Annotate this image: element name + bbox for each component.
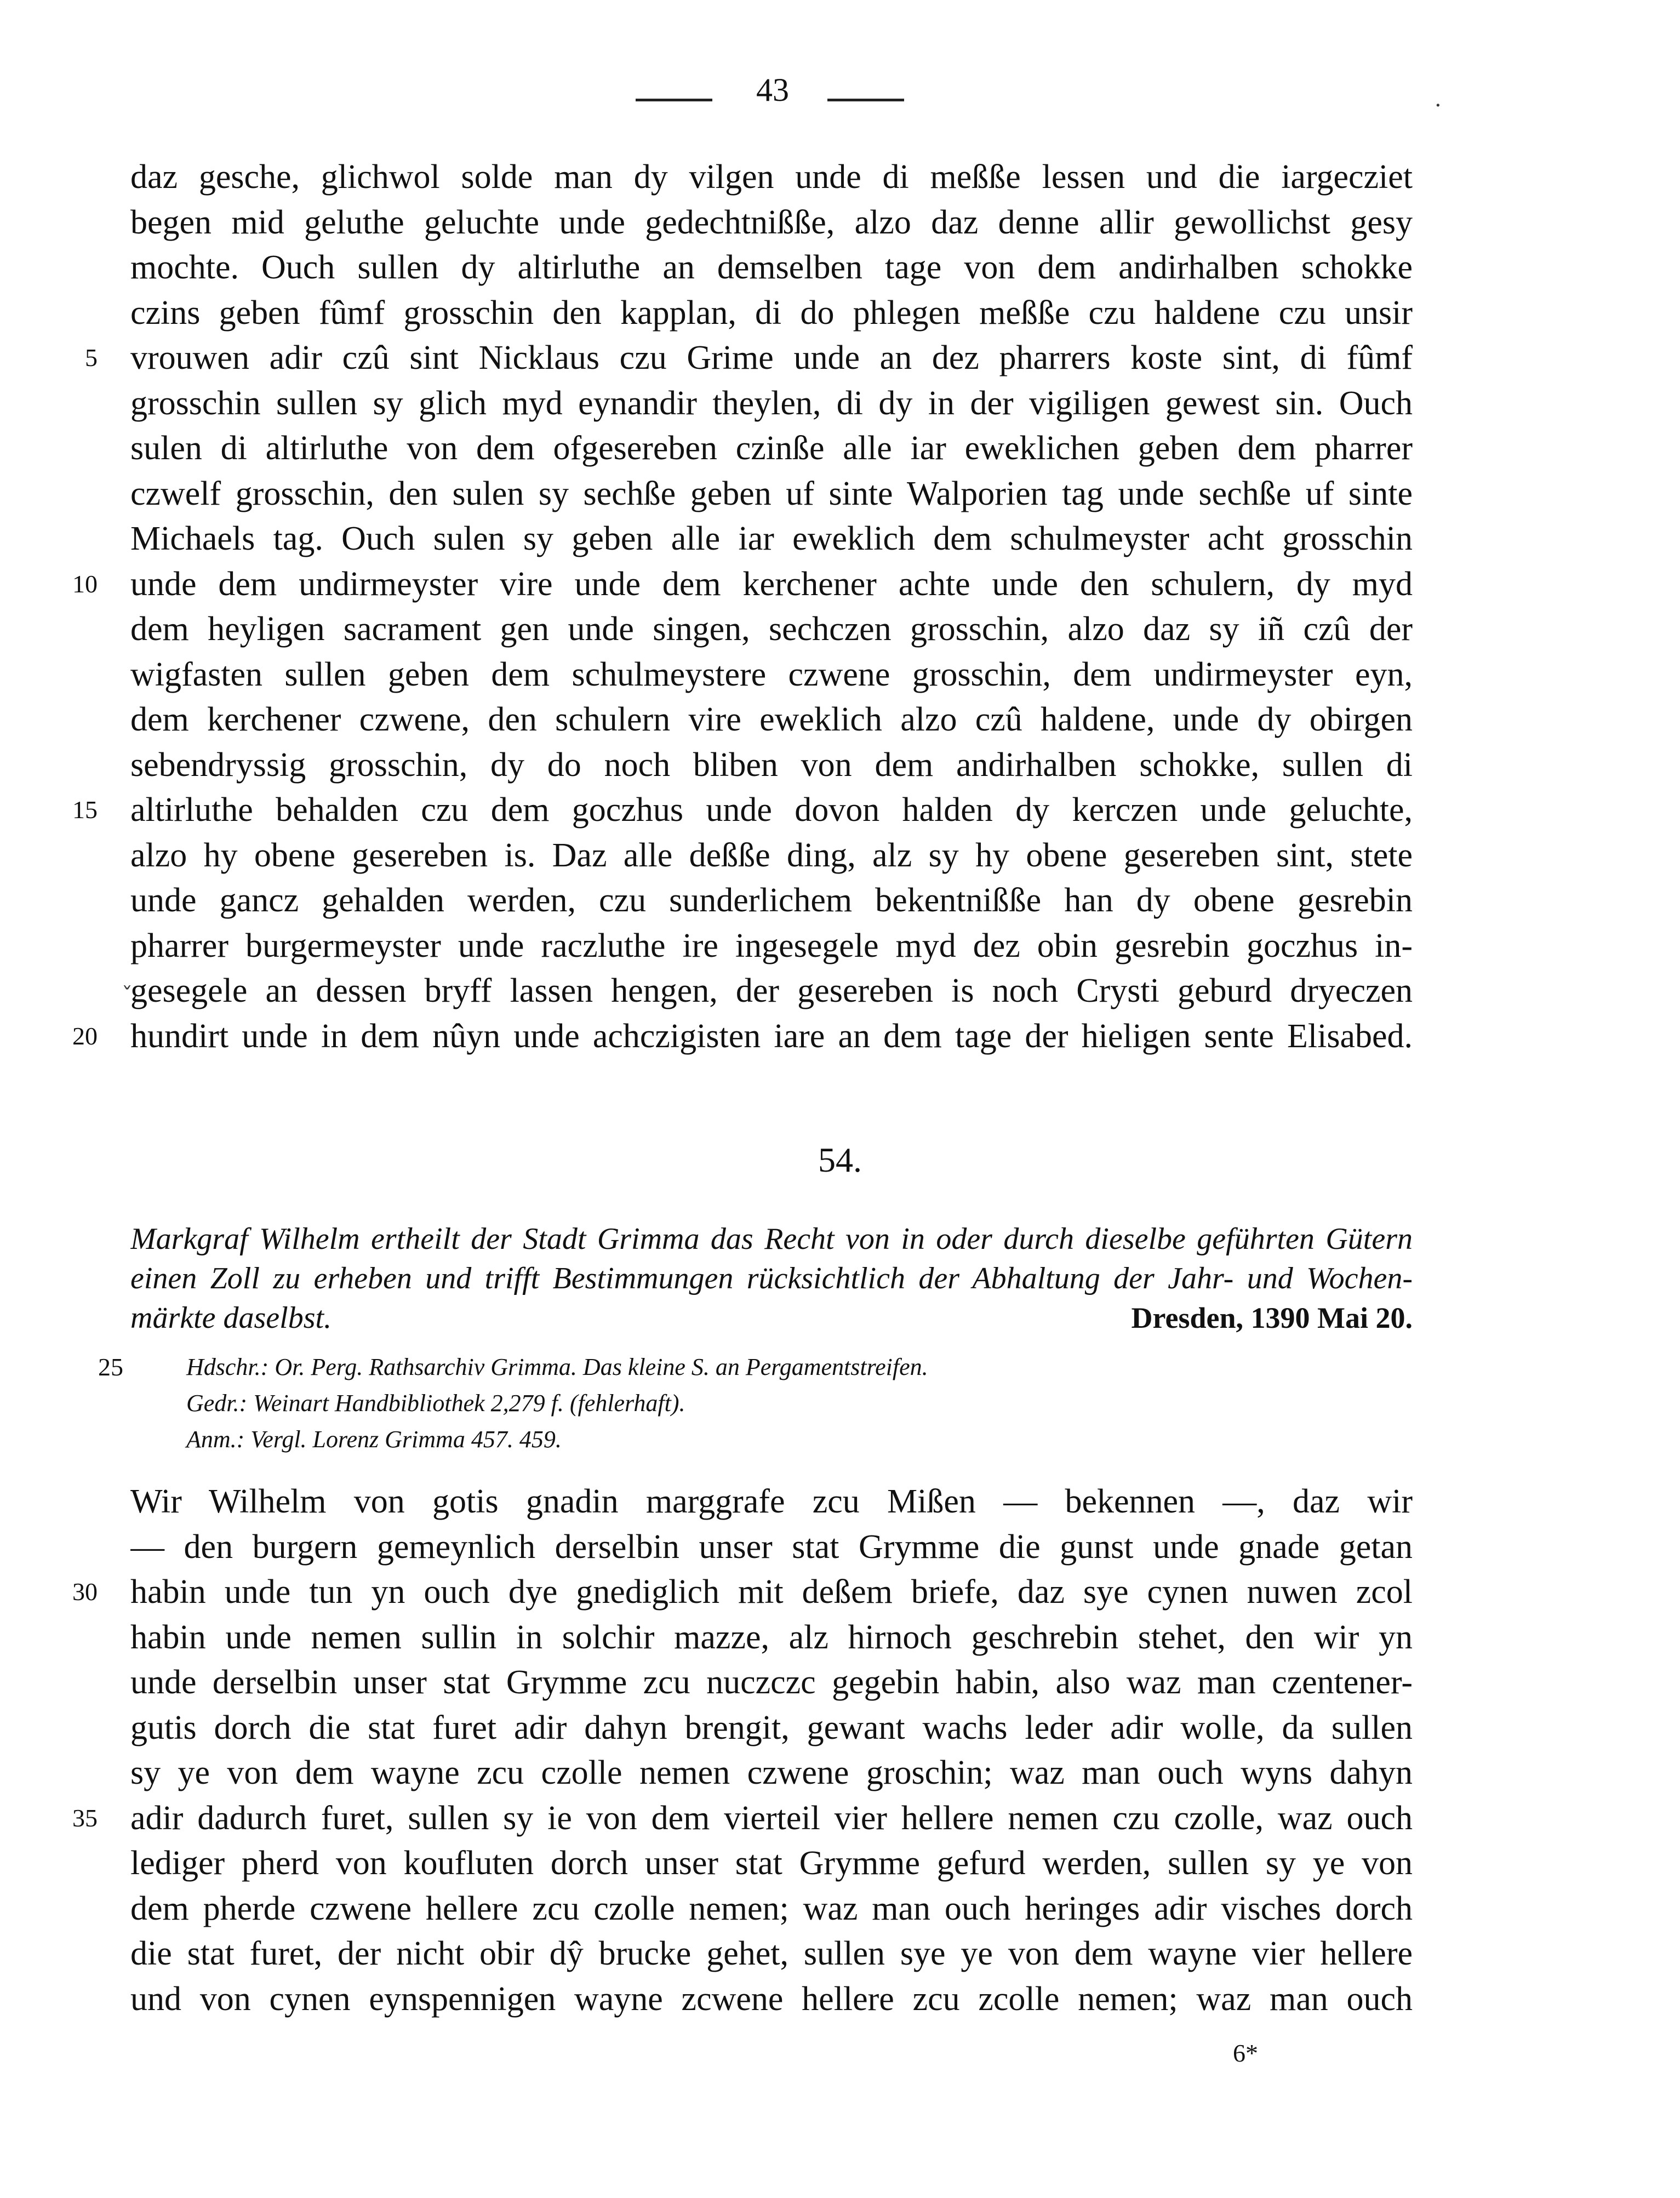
text-line: unde dem undirmeyster vire unde dem kerchener achte unde den schulern, dy myd: [130, 565, 1413, 603]
text-line: sebendryssig grosschin, dy do noch bliben von dem andirhalben schokke, sullen di: [130, 746, 1413, 784]
text-line: dem pherde czwene hellere zcu czolle nemen; waz man ouch heringes adir visches dorch: [130, 1889, 1413, 1927]
text-line: Wir Wilhelm von gotis gnadin marggrafe zcu Mißen — bekennen —, daz wir: [130, 1483, 1413, 1520]
text-line: lediger pherd von koufluten dorch unser stat Grymme gefurd werden, sullen sy ye von: [130, 1845, 1413, 1882]
text-line: daz gesche, glichwol solde man dy vilgen unde di meßße lessen und die iargecziet: [130, 158, 1413, 196]
text-line: habin unde tun yn ouch dye gnediglich mit deßem briefe, daz sye cynen nuwen zcol: [130, 1573, 1413, 1611]
text-line: unde gancz gehalden werden, czu sunderlichem bekentnißße han dy obene gesrebin: [130, 882, 1413, 919]
page-header: [603, 71, 986, 115]
text-line: sulen di altirluthe von dem ofgesereben czinße alle iar eweklichen geben dem pharrer: [130, 430, 1413, 467]
source-manuscript: Hdschr.: Or. Perg. Rathsarchiv Grimma. Das kleine S. an Pergamentstreifen.: [186, 1354, 928, 1380]
printer-signature: 6*: [1233, 2039, 1258, 2067]
source-printed: Gedr.: Weinart Handbibliothek 2,279 f. (fehlerhaft).: [186, 1390, 685, 1417]
text-line: pharrer burgermeyster unde raczluthe ire ingesegele myd dez obin gesrebin goczhus in-: [130, 927, 1413, 964]
text-line: vrouwen adir czû sint Nicklaus czu Grime unde an dez pharrers koste sint, di fûmf: [130, 339, 1413, 376]
document-date: Dresden, 1390 Mai 20.: [1131, 1301, 1413, 1334]
text-line: czwelf grosschin, den sulen sy sechße geben uf sinte Walporien tag unde sechße uf sinte: [130, 475, 1413, 512]
line-number: 5: [85, 344, 98, 372]
text-line: mochte. Ouch sullen dy altirluthe an demselben tage von dem andirhalben schokke: [130, 249, 1413, 286]
stray-mark: ˯: [122, 964, 133, 990]
text-line: czins geben fûmf grosschin den kapplan, di do phlegen meßße czu haldene czu unsir: [130, 294, 1413, 332]
text-line: die stat furet, der nicht obir dŷ brucke gehet, sullen sye ye von dem wayne vier hellere: [130, 1935, 1413, 1972]
line-number: 15: [72, 796, 98, 824]
line-number: 25: [98, 1353, 123, 1381]
source-remark: Anm.: Vergl. Lorenz Grimma 457. 459.: [186, 1426, 562, 1453]
text-line: — den burgern gemeynlich derselbin unser stat Grymme die gunst unde gnade getan: [130, 1528, 1413, 1566]
text-line: adir dadurch furet, sullen sy ie von dem vierteil vier hellere nemen czu czolle, waz ouch: [130, 1799, 1413, 1837]
page-number: 43: [756, 72, 789, 108]
text-line: und von cynen eynspennigen wayne zcwene hellere zcu zcolle nemen; waz man ouch: [130, 1980, 1413, 2018]
text-line: habin unde nemen sullin in solchir mazze, alz hirnoch geschrebin stehet, den wir yn: [130, 1618, 1413, 1656]
text-line: unde derselbin unser stat Grymme zcu nuczczc gegebin habin, also waz man czentener-: [130, 1664, 1413, 1701]
header-rule-left: [636, 99, 712, 101]
document-number: 54.: [818, 1140, 862, 1179]
regest-line: märkte daselbst.: [130, 1301, 332, 1335]
text-line: wigfasten sullen geben dem schulmeystere czwene grosschin, dem undirmeyster eyn,: [130, 655, 1413, 693]
text-line: grosschin sullen sy glich myd eynandir theylen, di dy in der vigiligen gewest sin. Ouch: [130, 384, 1413, 422]
line-number: 20: [72, 1021, 98, 1050]
text-line: Michaels tag. Ouch sulen sy geben alle iar eweklich dem schulmeyster acht grosschin: [130, 520, 1413, 557]
text-line: alzo hy obene gesereben is. Daz alle deßße ding, alz sy hy obene gesereben sint, stete: [130, 836, 1413, 874]
text-line: sy ye von dem wayne zcu czolle nemen czwene groschin; waz man ouch wyns dahyn: [130, 1754, 1413, 1791]
text-line: gesegele an dessen bryff lassen hengen, der gesereben is noch Crysti geburd dryeczen: [130, 972, 1413, 1009]
text-line: altirluthe behalden czu dem goczhus unde dovon halden dy kerczen unde geluchte,: [130, 791, 1413, 829]
line-number: 10: [72, 569, 98, 598]
text-line: dem kerchener czwene, den schulern vire eweklich alzo czû haldene, unde dy obirgen: [130, 701, 1413, 738]
stray-mark: ·: [1435, 93, 1442, 118]
header-rule-right: [827, 99, 904, 101]
text-line: hundirt unde in dem nûyn unde achczigisten iare an dem tage der hieligen sente Elisabed.: [130, 1017, 1413, 1055]
regest-line: Markgraf Wilhelm ertheilt der Stadt Grimma das Recht von in oder durch dieselbe geführten Gütern: [130, 1222, 1413, 1256]
text-line: gutis dorch die stat furet adir dahyn brengit, gewant wachs leder adir wolle, da sullen: [130, 1709, 1413, 1746]
regest-line: einen Zoll zu erheben und trifft Bestimmungen rücksichtlich der Abhaltung der Jahr- und Wochen-: [130, 1261, 1413, 1295]
text-line: begen mid geluthe geluchte unde gedechtnißße, alzo daz denne allir gewollichst gesy: [130, 203, 1413, 241]
line-number: 30: [72, 1578, 98, 1606]
line-number: 35: [72, 1803, 98, 1832]
source-notes: [186, 1349, 1392, 1458]
text-line: dem heyligen sacrament gen unde singen, sechczen grosschin, alzo daz sy iñ czû der: [130, 610, 1413, 648]
